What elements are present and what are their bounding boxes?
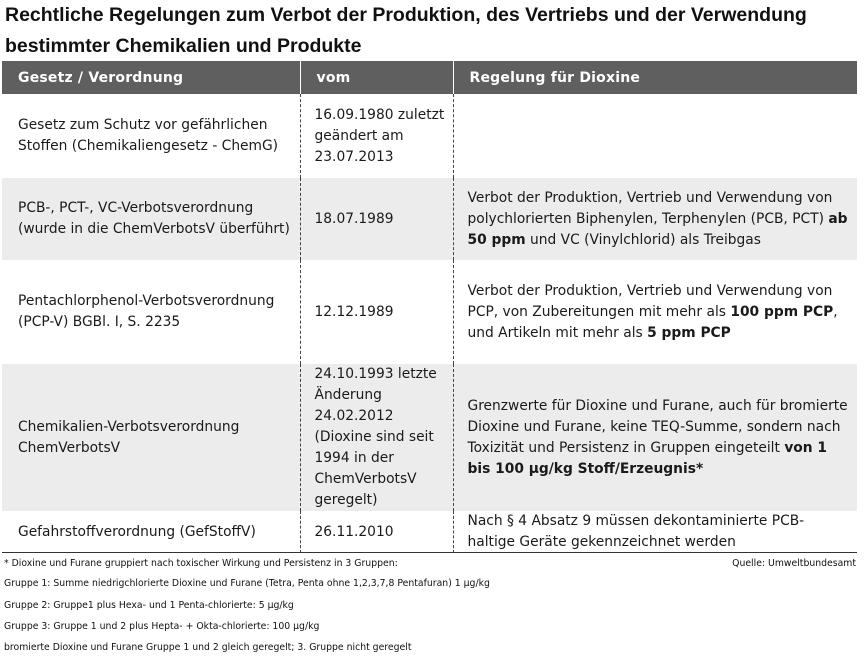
- regulation-cell: [453, 94, 857, 178]
- regulation-limit: 100 ppm PCP: [730, 303, 834, 320]
- table-row: [2, 511, 857, 553]
- date-cell: 18.07.1989: [300, 178, 453, 260]
- page-title: Rechtliche Regelungen zum Verbot der Produktion, des Vertriebs und der Verwendung bestimmter Chemikalien und Produkte: [5, 4, 807, 57]
- regulation-limit: ab 50 ppm: [467, 210, 848, 248]
- date-cell: 26.11.2010: [300, 511, 453, 553]
- footnote: bromierte Dioxine und Furane Gruppe 1 und 2 gleich geregelt; 3. Gruppe nicht geregelt: [4, 642, 412, 653]
- header-regulation: Regelung für Dioxine: [453, 61, 857, 94]
- regulation-limit-2: 5 ppm PCP: [647, 324, 731, 341]
- law-cell: Gefahrstoffverordnung (GefStoffV): [18, 523, 256, 540]
- table-row: [2, 260, 857, 364]
- table-bottom-border: [2, 552, 857, 553]
- regulation-text: Verbot der Produktion, Vertrieb und Verwendung von PCP, von Zubereitungen mit mehr als: [467, 282, 833, 320]
- regulation-cell: [453, 364, 857, 511]
- regulation-text: Grenzwerte für Dioxine und Furane, auch für bromierte Dioxine und Furane, keine TEQ-Summe, sondern nach Toxizität und Persistenz in Gruppen eingeteilt: [467, 397, 848, 456]
- date-cell: 12.12.1989: [300, 260, 453, 364]
- regulation-limit: von 1 bis 100 µg/kg Stoff/Erzeugnis*: [467, 439, 828, 477]
- law-cell: Gesetz zum Schutz vor gefährlichen Stoffen (Chemikaliengesetz - ChemG): [18, 117, 279, 154]
- law-cell: PCB-, PCT-, VC-Verbotsverordnung (wurde in die ChemVerbotsV überführt): [2, 178, 300, 260]
- law-cell: Chemikalien-Verbotsverordnung ChemVerbotsV: [2, 364, 300, 511]
- table-row: [2, 364, 857, 511]
- date-cell: 16.09.1980 zuletzt geändert am 23.07.2013: [300, 94, 453, 178]
- regulation-text: Verbot der Produktion, Vertrieb und Verwendung von polychlorierten Biphenylen, Terphenylen (PCB, PCT): [467, 189, 833, 227]
- header-date: vom: [300, 61, 453, 94]
- regulation-cell: [453, 178, 857, 260]
- regulation-text-cont: und VC (Vinylchlorid) als Treibgas: [525, 231, 761, 248]
- regulation-cell: [453, 260, 857, 364]
- regulations-table: [2, 61, 857, 553]
- table-row: [2, 178, 857, 260]
- regulation-cell: [453, 511, 857, 553]
- regulation-text-cont: , und Artikeln mit mehr als: [467, 303, 838, 341]
- date-cell: 24.10.1993 letzte Änderung 24.02.2012 (Dioxine sind seit 1994 in der ChemVerbotsV geregelt): [300, 364, 453, 511]
- footnote: Gruppe 2: Gruppe1 plus Hexa- und 1 Penta-chlorierte: 5 µg/kg: [4, 600, 294, 611]
- footnote: Gruppe 3: Gruppe 1 und 2 plus Hepta- + Okta-chlorierte: 100 µg/kg: [4, 621, 320, 632]
- table-row: [2, 94, 857, 178]
- law-cell: Pentachlorphenol-Verbotsverordnung (PCP-V) BGBl. I, S. 2235: [18, 293, 275, 330]
- header-law: Gesetz / Verordnung: [2, 61, 300, 94]
- regulation-text: Nach § 4 Absatz 9 müssen dekontaminierte PCB-haltige Geräte gekennzeichnet werden: [467, 513, 805, 550]
- footnote: * Dioxine und Furane gruppiert nach toxischer Wirkung und Persistenz in 3 Gruppen:: [4, 558, 398, 569]
- source-note: Quelle: Umweltbundesamt: [732, 558, 856, 569]
- table-header-row: [2, 61, 857, 94]
- footnote: Gruppe 1: Summe niedrigchlorierte Dioxine und Furane (Tetra, Penta ohne 1,2,3,7,8 Pentafuran) 1 µg/kg: [4, 578, 490, 589]
